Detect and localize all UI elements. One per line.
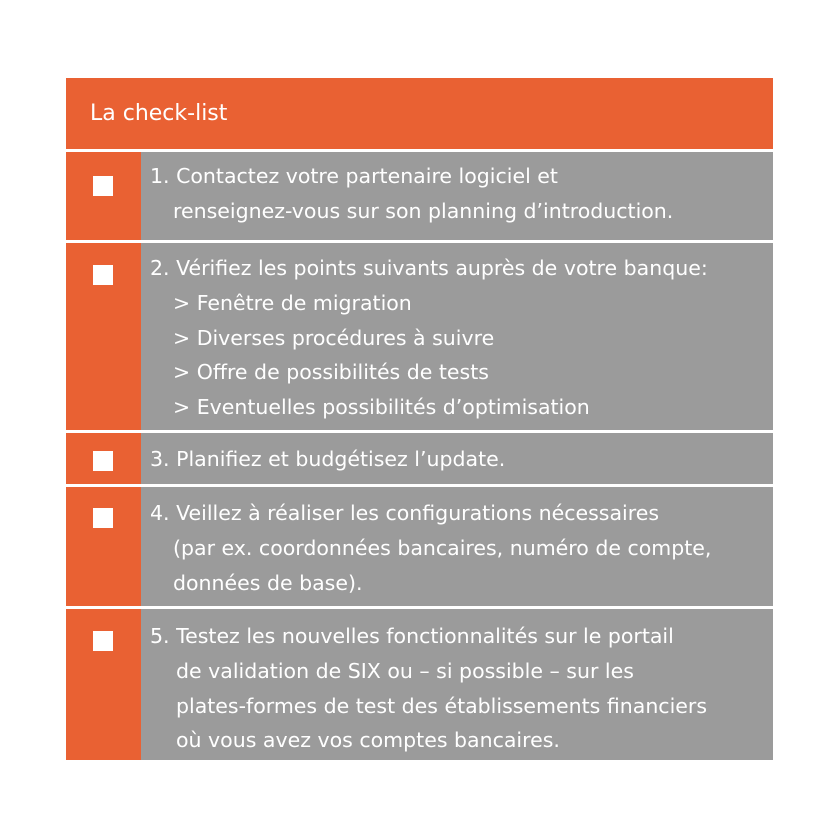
item-line: (par ex. coordonnées bancaires, numéro de compte,	[173, 535, 712, 560]
checklist-item-2	[66, 243, 773, 433]
checklist-item-5	[66, 609, 773, 760]
checkbox-item-4[interactable]	[93, 508, 113, 528]
sub-point: > Offre de possibilités de tests	[173, 360, 489, 385]
checkbox-cell	[66, 433, 141, 484]
item-text	[141, 152, 773, 240]
checklist-title: La check-list	[66, 78, 773, 152]
item-line: 1. Contactez votre partenaire logiciel et	[150, 164, 558, 188]
checkbox-item-2[interactable]	[93, 265, 113, 285]
item-line: plates-formes de test des établissements financiers	[176, 693, 707, 718]
checklist-item-4	[66, 487, 773, 609]
item-line: 5. Testez les nouvelles fonctionnalités sur le portail	[150, 624, 674, 648]
item-line: renseignez-vous sur son planning d’introduction.	[173, 198, 674, 223]
sub-point: > Fenêtre de migration	[173, 290, 412, 315]
sub-point: > Diverses procédures à suivre	[173, 325, 495, 350]
checkbox-item-1[interactable]	[93, 176, 113, 196]
checkbox-cell	[66, 243, 141, 430]
checklist-table	[66, 78, 773, 760]
checkbox-cell	[66, 487, 141, 606]
item-line: 4. Veillez à réaliser les configurations nécessaires	[150, 501, 660, 525]
checkbox-cell	[66, 609, 141, 760]
item-line: de validation de SIX ou – si possible – sur les	[176, 658, 634, 683]
item-text	[141, 609, 773, 760]
sub-point: > Eventuelles possibilités d’optimisation	[173, 395, 590, 420]
checkbox-cell	[66, 152, 141, 240]
item-text	[141, 243, 773, 430]
checklist-item-1	[66, 152, 773, 243]
item-line: 3. Planifiez et budgétisez l’update.	[150, 447, 506, 471]
item-line: 2. Vérifiez les points suivants auprès de votre banque:	[150, 256, 708, 280]
item-line: données de base).	[173, 570, 363, 595]
checkbox-item-3[interactable]	[93, 451, 113, 471]
item-text	[141, 487, 773, 606]
item-line: où vous avez vos comptes bancaires.	[176, 728, 560, 753]
checkbox-item-5[interactable]	[93, 631, 113, 651]
checklist-item-3	[66, 433, 773, 487]
item-text	[141, 433, 773, 484]
